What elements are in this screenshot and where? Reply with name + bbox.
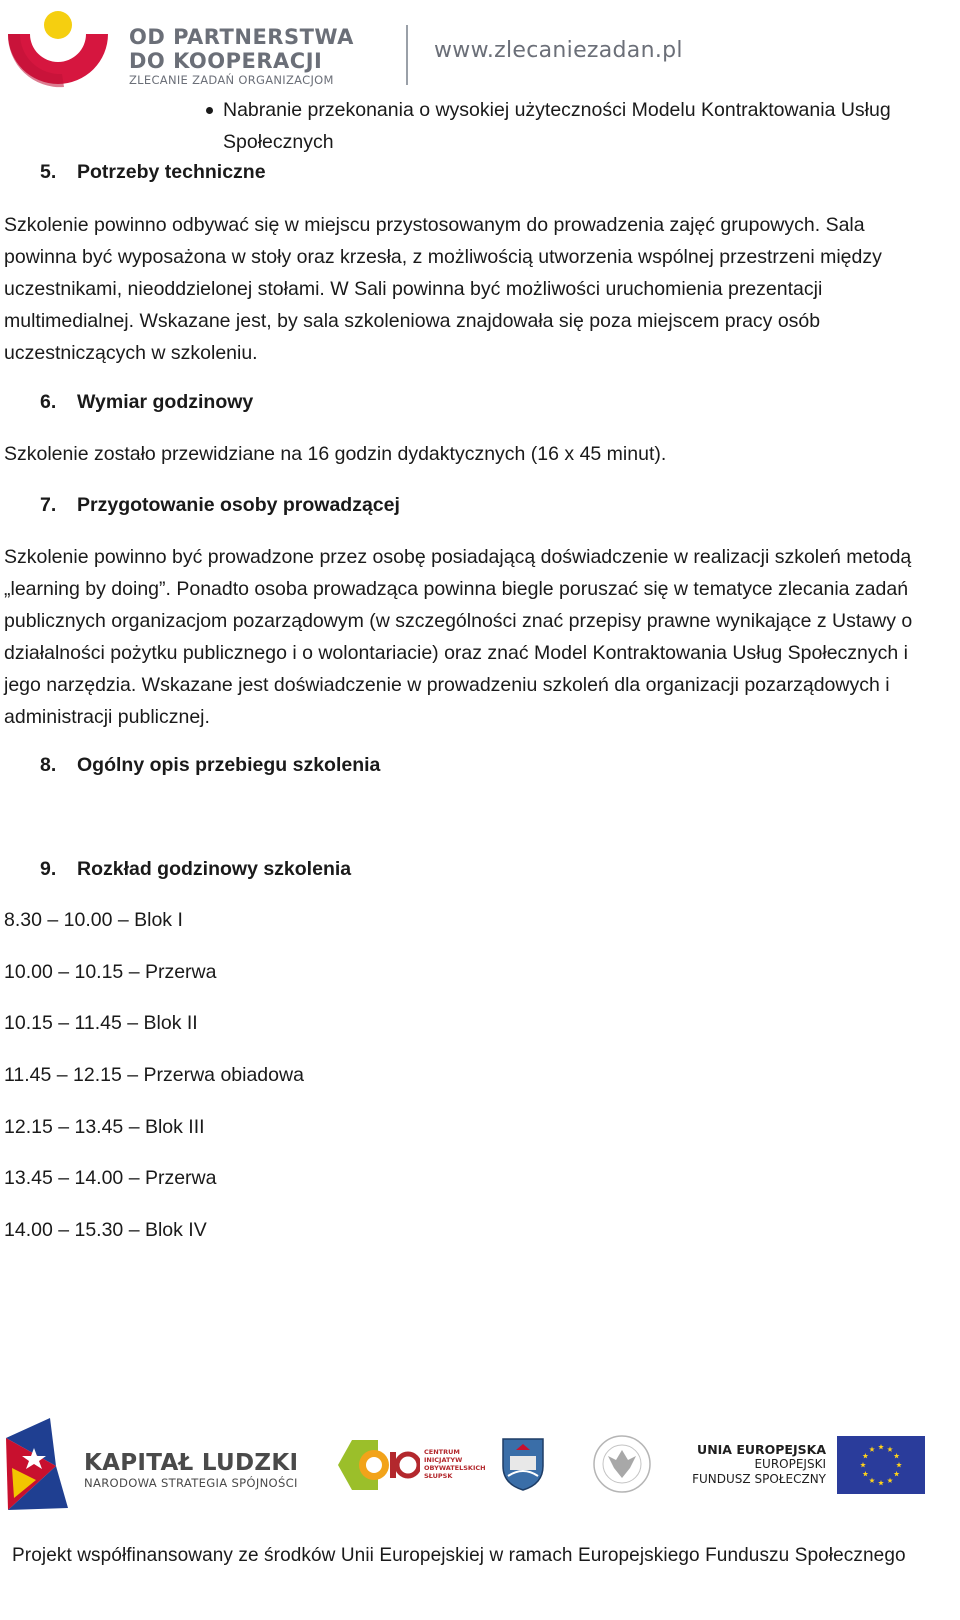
- section-8-heading: [40, 749, 380, 781]
- section-5-body: Szkolenie powinno odbywać się w miejscu przystosowanym do prowadzenia zajęć grupowych. Sala powinna być wyposażona w stoły oraz krzesła, z możliwością utworzenia wspólnej przestrzeni między uczestnikami, nieoddzielonej stołami. W Sali powinna być możliwości uruchomienia prezentacji multimedialnej. Wskazane jest, by sala szkoleniowa znajdowała się poza miejscem pracy osób uczestniczących w szkoleniu.: [4, 214, 882, 364]
- section-5-number: 5.: [40, 161, 57, 183]
- logo-line-1: OD PARTNERSTWA: [129, 25, 354, 49]
- schedule-list: [4, 904, 304, 1266]
- schedule-item: 8.30 – 10.00 – Blok I: [4, 909, 183, 931]
- kapital-ludzki-title: KAPITAŁ LUDZKI: [84, 1450, 299, 1476]
- cio-line: CENTRUM: [424, 1448, 460, 1456]
- eu-text: [660, 1442, 826, 1487]
- section-7-body: Szkolenie powinno być prowadzone przez osobę posiadającą doświadczenie w realizacji szkoleń metodą „learning by doing”. Ponadto osoba prowadząca powinna biegle poruszać się w tematyce zlecania zadań publicznych organizacjom pozarządowym (w szczególności znać przepisy prawne wynikające z Ustawy o działalności pożytku publicznego i o wolontariacie) oraz znać Model Kontraktowania Usług Społecznych i jego narzędzia. Wskazane jest doświadczenie w prowadzeniu szkoleń dla organizacji pozarządowych i administracji publicznej.: [4, 546, 913, 728]
- bullet-item: [223, 94, 938, 158]
- header-url[interactable]: www.zlecaniezadan.pl: [434, 38, 683, 63]
- footer-logos: [0, 1410, 960, 1530]
- cio-text: [424, 1448, 486, 1480]
- cio-line: INICJATYW: [424, 1456, 463, 1464]
- schedule-item: 11.45 – 12.15 – Przerwa obiadowa: [4, 1064, 304, 1087]
- section-6-heading: [40, 386, 253, 418]
- kapital-ludzki-subtitle: NARODOWA STRATEGIA SPÓJNOŚCI: [84, 1476, 298, 1490]
- section-9-number: 9.: [40, 858, 57, 880]
- schedule-item: 10.15 – 11.45 – Blok II: [4, 1012, 198, 1035]
- cofinance-note: Projekt współfinansowany ze środków Unii Europejskiej w ramach Europejskiego Funduszu Społecznego: [12, 1545, 906, 1566]
- logo-text: [129, 25, 354, 87]
- section-7-number: 7.: [40, 494, 57, 516]
- header-divider: [406, 25, 408, 85]
- schedule-item: 14.00 – 15.30 – Blok IV: [4, 1219, 207, 1242]
- schedule-item: 13.45 – 14.00 – Przerwa: [4, 1167, 217, 1190]
- schedule-item: 10.00 – 10.15 – Przerwa: [4, 960, 217, 983]
- eu-line-3: FUNDUSZ SPOŁECZNY: [692, 1472, 826, 1486]
- coat-of-arms-icon: [500, 1436, 546, 1492]
- section-7-title: Przygotowanie osoby prowadzącej: [77, 494, 400, 516]
- header: [0, 0, 960, 95]
- schedule-item: 12.15 – 13.45 – Blok III: [4, 1115, 205, 1138]
- section-8-title: Ogólny opis przebiegu szkolenia: [77, 754, 381, 776]
- section-7-heading: [40, 489, 400, 521]
- eu-line-1: UNIA EUROPEJSKA: [697, 1442, 826, 1457]
- kapital-ludzki-logo-icon: [6, 1418, 68, 1510]
- university-seal-icon: [592, 1434, 652, 1494]
- cio-line: SŁUPSK: [424, 1472, 453, 1480]
- partnership-logo-icon: [4, 8, 114, 88]
- section-6-title: Wymiar godzinowy: [77, 391, 254, 413]
- section-9-heading: [40, 853, 351, 885]
- eu-flag-icon: [837, 1436, 925, 1494]
- section-6-body: Szkolenie zostało przewidziane na 16 godzin dydaktycznych (16 x 45 minut).: [4, 443, 667, 465]
- section-9-title: Rozkład godzinowy szkolenia: [77, 858, 352, 880]
- cio-logo-icon: [338, 1438, 420, 1492]
- bullet-item-text: Nabranie przekonania o wysokiej użyteczności Modelu Kontraktowania Usług Społecznych: [223, 99, 891, 153]
- logo-line-3: ZLECANIE ZADAŃ ORGANIZACJOM: [129, 73, 334, 87]
- section-6-number: 6.: [40, 391, 57, 413]
- logo-line-2: DO KOOPERACJI: [129, 49, 323, 73]
- eu-line-2: EUROPEJSKI: [754, 1457, 826, 1471]
- section-8-number: 8.: [40, 754, 57, 776]
- cio-line: OBYWATELSKICH: [424, 1464, 486, 1472]
- section-5-title: Potrzeby techniczne: [77, 161, 266, 183]
- section-5-heading: [40, 156, 266, 188]
